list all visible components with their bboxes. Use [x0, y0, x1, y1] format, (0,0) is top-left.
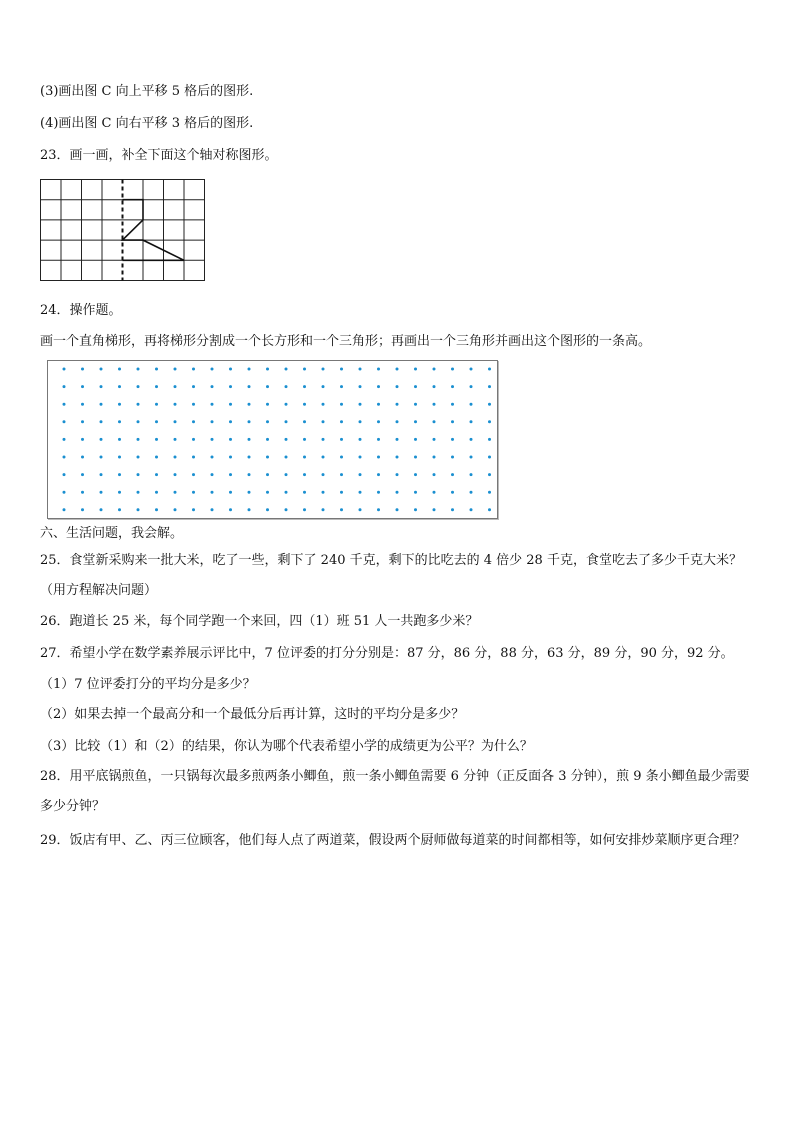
grid-dot	[377, 385, 380, 388]
grid-dot	[451, 473, 454, 476]
grid-dot	[266, 368, 269, 371]
grid-dot	[118, 508, 121, 511]
grid-dot	[488, 491, 491, 494]
grid-dot	[396, 420, 399, 423]
grid-dot	[285, 368, 288, 371]
grid-dot	[155, 368, 158, 371]
grid-dot	[359, 508, 362, 511]
grid-dot	[118, 368, 121, 371]
grid-dot	[451, 508, 454, 511]
grid-dot	[488, 508, 491, 511]
grid-dot	[137, 473, 140, 476]
grid-dot	[414, 438, 417, 441]
grid-dot	[470, 456, 473, 459]
grid-dot	[229, 385, 232, 388]
grid-dot	[266, 403, 269, 406]
grid-dot	[470, 368, 473, 371]
grid-dot	[100, 420, 103, 423]
grid-dot	[100, 403, 103, 406]
grid-dot	[377, 473, 380, 476]
grid-dot	[359, 420, 362, 423]
grid-dot	[322, 385, 325, 388]
grid-dot	[359, 403, 362, 406]
grid-dot	[100, 368, 103, 371]
grid-dot	[248, 438, 251, 441]
grid-dot	[266, 491, 269, 494]
grid-dot	[63, 508, 66, 511]
grid-dot	[211, 403, 214, 406]
grid-dot	[414, 368, 417, 371]
grid-dot	[470, 403, 473, 406]
dot-grid	[48, 361, 497, 518]
grid-dot	[303, 491, 306, 494]
grid-dot	[359, 456, 362, 459]
grid-dot	[266, 420, 269, 423]
grid-dot	[414, 508, 417, 511]
grid-dot	[285, 456, 288, 459]
grid-dot	[322, 456, 325, 459]
grid-dot	[211, 456, 214, 459]
grid-dot	[303, 456, 306, 459]
grid-dot	[340, 491, 343, 494]
q28-text: 28．用平底锅煎鱼，一只锅每次最多煎两条小鲫鱼，煎一条小鲫鱼需要 6 分钟（正反面各 3 分钟），煎 9 条小鲫鱼最少需要多少分钟？	[40, 769, 750, 814]
grid-dot	[396, 368, 399, 371]
grid-dot	[248, 368, 251, 371]
grid-dot	[211, 368, 214, 371]
grid-dot	[155, 473, 158, 476]
grid-dot	[470, 508, 473, 511]
q27-part3: （3）比较（1）和（2）的结果，你认为哪个代表希望小学的成绩更为公平？为什么？	[40, 739, 533, 754]
grid-dot	[137, 491, 140, 494]
grid-dot	[303, 403, 306, 406]
grid-dot	[433, 438, 436, 441]
grid-dot	[211, 508, 214, 511]
grid-dot	[322, 403, 325, 406]
grid-dot	[81, 403, 84, 406]
grid-dot	[118, 473, 121, 476]
grid-dot	[155, 403, 158, 406]
half-shape	[123, 200, 185, 261]
grid-dot	[285, 438, 288, 441]
grid-dot	[322, 438, 325, 441]
grid-dot	[229, 508, 232, 511]
grid-dot	[433, 368, 436, 371]
grid-dot	[63, 403, 66, 406]
grid-dot	[303, 368, 306, 371]
grid-dot	[63, 420, 66, 423]
q25-text: 25．食堂新采购来一批大米，吃了一些，剩下了 240 千克，剩下的比吃去的 4 倍少 28 千克，食堂吃去了多少千克大米？	[40, 553, 742, 568]
grid-dot	[118, 491, 121, 494]
symmetry-grid-figure	[40, 179, 206, 282]
grid-dot	[470, 385, 473, 388]
grid-dot	[118, 403, 121, 406]
grid-dot	[303, 473, 306, 476]
grid-dot	[396, 456, 399, 459]
grid-dot	[340, 508, 343, 511]
grid-dot	[81, 491, 84, 494]
grid-dot	[451, 368, 454, 371]
q24-description: 画一个直角梯形，再将梯形分割成一个长方形和一个三角形；再画出一个三角形并画出这个图形的一条高。	[40, 334, 652, 349]
grid-dot	[340, 473, 343, 476]
grid-dot	[285, 403, 288, 406]
grid-dot	[488, 385, 491, 388]
grid-dot	[303, 508, 306, 511]
grid-dot	[174, 456, 177, 459]
grid-dot	[266, 473, 269, 476]
grid-dot	[63, 491, 66, 494]
grid-dot	[174, 473, 177, 476]
grid-dot	[174, 438, 177, 441]
grid-dot	[488, 368, 491, 371]
grid-dot	[377, 508, 380, 511]
grid-dot	[81, 456, 84, 459]
grid-dot	[359, 368, 362, 371]
grid-dot	[433, 403, 436, 406]
grid-dot	[229, 456, 232, 459]
grid-dot	[266, 456, 269, 459]
grid-dot	[359, 473, 362, 476]
grid-dot	[81, 385, 84, 388]
grid-dot	[192, 491, 195, 494]
grid-dot	[100, 385, 103, 388]
grid-dot	[414, 473, 417, 476]
grid-dot	[285, 385, 288, 388]
grid-dot	[155, 385, 158, 388]
grid-dot	[137, 438, 140, 441]
grid-dot	[118, 420, 121, 423]
grid-dot	[81, 420, 84, 423]
q27-text: 27．希望小学在数学素养展示评比中，7 位评委的打分分别是：87 分，86 分，88 分，63 分，89 分，90 分，92 分。	[40, 646, 734, 661]
section-6-heading: 六、生活问题，我会解。	[40, 526, 184, 541]
grid-dot	[451, 491, 454, 494]
grid-dot	[100, 438, 103, 441]
q25-note: （用方程解决问题）	[40, 583, 158, 598]
grid-dot	[211, 438, 214, 441]
grid-dot	[174, 491, 177, 494]
grid-dot	[192, 403, 195, 406]
q24-title: 24．操作题。	[40, 303, 122, 318]
grid-dot	[211, 420, 214, 423]
q27-part1: （1）7 位评委打分的平均分是多少？	[40, 677, 256, 692]
grid-dot	[359, 491, 362, 494]
grid-dot	[229, 491, 232, 494]
grid-dot	[155, 491, 158, 494]
grid-dot	[396, 508, 399, 511]
grid-dot	[192, 420, 195, 423]
grid-dot	[470, 491, 473, 494]
grid-dot	[285, 508, 288, 511]
grid-dot	[377, 420, 380, 423]
grid-dot	[377, 403, 380, 406]
grid-dot	[229, 420, 232, 423]
grid-dot	[229, 438, 232, 441]
grid-dot	[81, 368, 84, 371]
grid-dot	[192, 473, 195, 476]
grid-dot	[433, 491, 436, 494]
q22-part3: (3)画出图 C 向上平移 5 格后的图形.	[40, 84, 254, 99]
grid-dot	[340, 420, 343, 423]
grid-dot	[137, 368, 140, 371]
grid-dot	[174, 368, 177, 371]
grid-dot	[340, 438, 343, 441]
grid-dot	[63, 456, 66, 459]
grid-dot	[100, 473, 103, 476]
grid-dot	[211, 385, 214, 388]
grid-dot	[340, 368, 343, 371]
grid-dot	[470, 438, 473, 441]
grid-dot	[229, 473, 232, 476]
grid-dot	[174, 420, 177, 423]
grid-dot	[266, 438, 269, 441]
q26-text: 26．跑道长 25 米，每个同学跑一个来回，四（1）班 51 人一共跑多少米？	[40, 614, 479, 629]
grid-dot	[174, 385, 177, 388]
grid-dot	[396, 473, 399, 476]
grid-dot	[396, 438, 399, 441]
grid-dot	[266, 385, 269, 388]
grid-dot	[433, 420, 436, 423]
q29-text: 29．饭店有甲、乙、丙三位顾客，他们每人点了两道菜，假设两个厨师做每道菜的时间都相等，如何安排炒菜顺序更合理？	[40, 833, 746, 848]
grid-dot	[451, 456, 454, 459]
grid-dot	[377, 438, 380, 441]
grid-dot	[414, 456, 417, 459]
grid-dot	[340, 385, 343, 388]
grid-dot	[100, 508, 103, 511]
grid-dot	[433, 473, 436, 476]
grid-dot	[396, 385, 399, 388]
grid-dot	[396, 491, 399, 494]
grid-dot	[81, 438, 84, 441]
grid-dot	[488, 420, 491, 423]
grid-dot	[433, 385, 436, 388]
grid-dot	[451, 438, 454, 441]
grid-dot	[137, 403, 140, 406]
grid-dot	[63, 368, 66, 371]
grid-dot	[100, 456, 103, 459]
grid-dot	[63, 385, 66, 388]
grid-dot	[248, 385, 251, 388]
grid-dot	[285, 420, 288, 423]
grid-dot	[248, 420, 251, 423]
grid-dot	[322, 508, 325, 511]
grid-dot	[377, 368, 380, 371]
grid-dot	[248, 473, 251, 476]
grid-dot	[155, 438, 158, 441]
q27-part2: （2）如果去掉一个最高分和一个最低分后再计算，这时的平均分是多少？	[40, 707, 465, 722]
grid-dot	[303, 385, 306, 388]
grid-dot	[211, 491, 214, 494]
grid-dot	[155, 508, 158, 511]
grid-dot	[192, 456, 195, 459]
grid-dot	[118, 438, 121, 441]
grid-dot	[100, 491, 103, 494]
grid-dot	[192, 368, 195, 371]
grid-dot	[396, 403, 399, 406]
grid-dot	[377, 456, 380, 459]
grid-dot	[322, 368, 325, 371]
grid-dot	[118, 456, 121, 459]
grid-dot	[488, 473, 491, 476]
grid-dot	[433, 456, 436, 459]
grid-dot	[433, 508, 436, 511]
grid-dot	[155, 420, 158, 423]
grid-dot	[118, 385, 121, 388]
grid-dot	[63, 473, 66, 476]
grid-dot	[322, 491, 325, 494]
grid-dot	[303, 420, 306, 423]
grid-dot	[248, 508, 251, 511]
grid-dot	[229, 368, 232, 371]
grid-dot	[137, 385, 140, 388]
grid-dot	[414, 403, 417, 406]
grid-dot	[192, 438, 195, 441]
grid-dot	[488, 438, 491, 441]
grid-dot	[81, 508, 84, 511]
grid-dot	[285, 491, 288, 494]
grid-dot	[229, 403, 232, 406]
grid-dot	[414, 420, 417, 423]
grid-dot	[266, 508, 269, 511]
grid-dot	[248, 403, 251, 406]
grid-dot	[63, 438, 66, 441]
grid-dot	[340, 403, 343, 406]
grid-dot	[303, 438, 306, 441]
grid-dot	[137, 420, 140, 423]
grid-dot	[137, 456, 140, 459]
q22-part4: (4)画出图 C 向右平移 3 格后的图形.	[40, 116, 254, 131]
grid-dot	[192, 385, 195, 388]
grid-dot	[211, 473, 214, 476]
grid-dot	[451, 420, 454, 423]
grid-dot	[488, 403, 491, 406]
grid-dot	[359, 438, 362, 441]
grid-dot	[488, 456, 491, 459]
grid-dot	[451, 403, 454, 406]
grid-dot	[81, 473, 84, 476]
grid-dot	[174, 403, 177, 406]
grid-dot	[155, 456, 158, 459]
grid-dot	[192, 508, 195, 511]
grid-dot	[470, 420, 473, 423]
grid-dot	[470, 473, 473, 476]
grid-dot	[285, 473, 288, 476]
grid-dot	[322, 473, 325, 476]
grid-dot	[248, 491, 251, 494]
grid-dot	[137, 508, 140, 511]
grid-dot	[414, 491, 417, 494]
grid-dot	[248, 456, 251, 459]
grid-dot	[174, 508, 177, 511]
grid-dot	[377, 491, 380, 494]
q23-title: 23．画一画，补全下面这个轴对称图形。	[40, 148, 278, 163]
grid-dot	[359, 385, 362, 388]
grid-dot	[340, 456, 343, 459]
grid-dot	[322, 420, 325, 423]
grid-dot	[451, 385, 454, 388]
dot-grid-box	[47, 360, 498, 519]
grid-dot	[414, 385, 417, 388]
